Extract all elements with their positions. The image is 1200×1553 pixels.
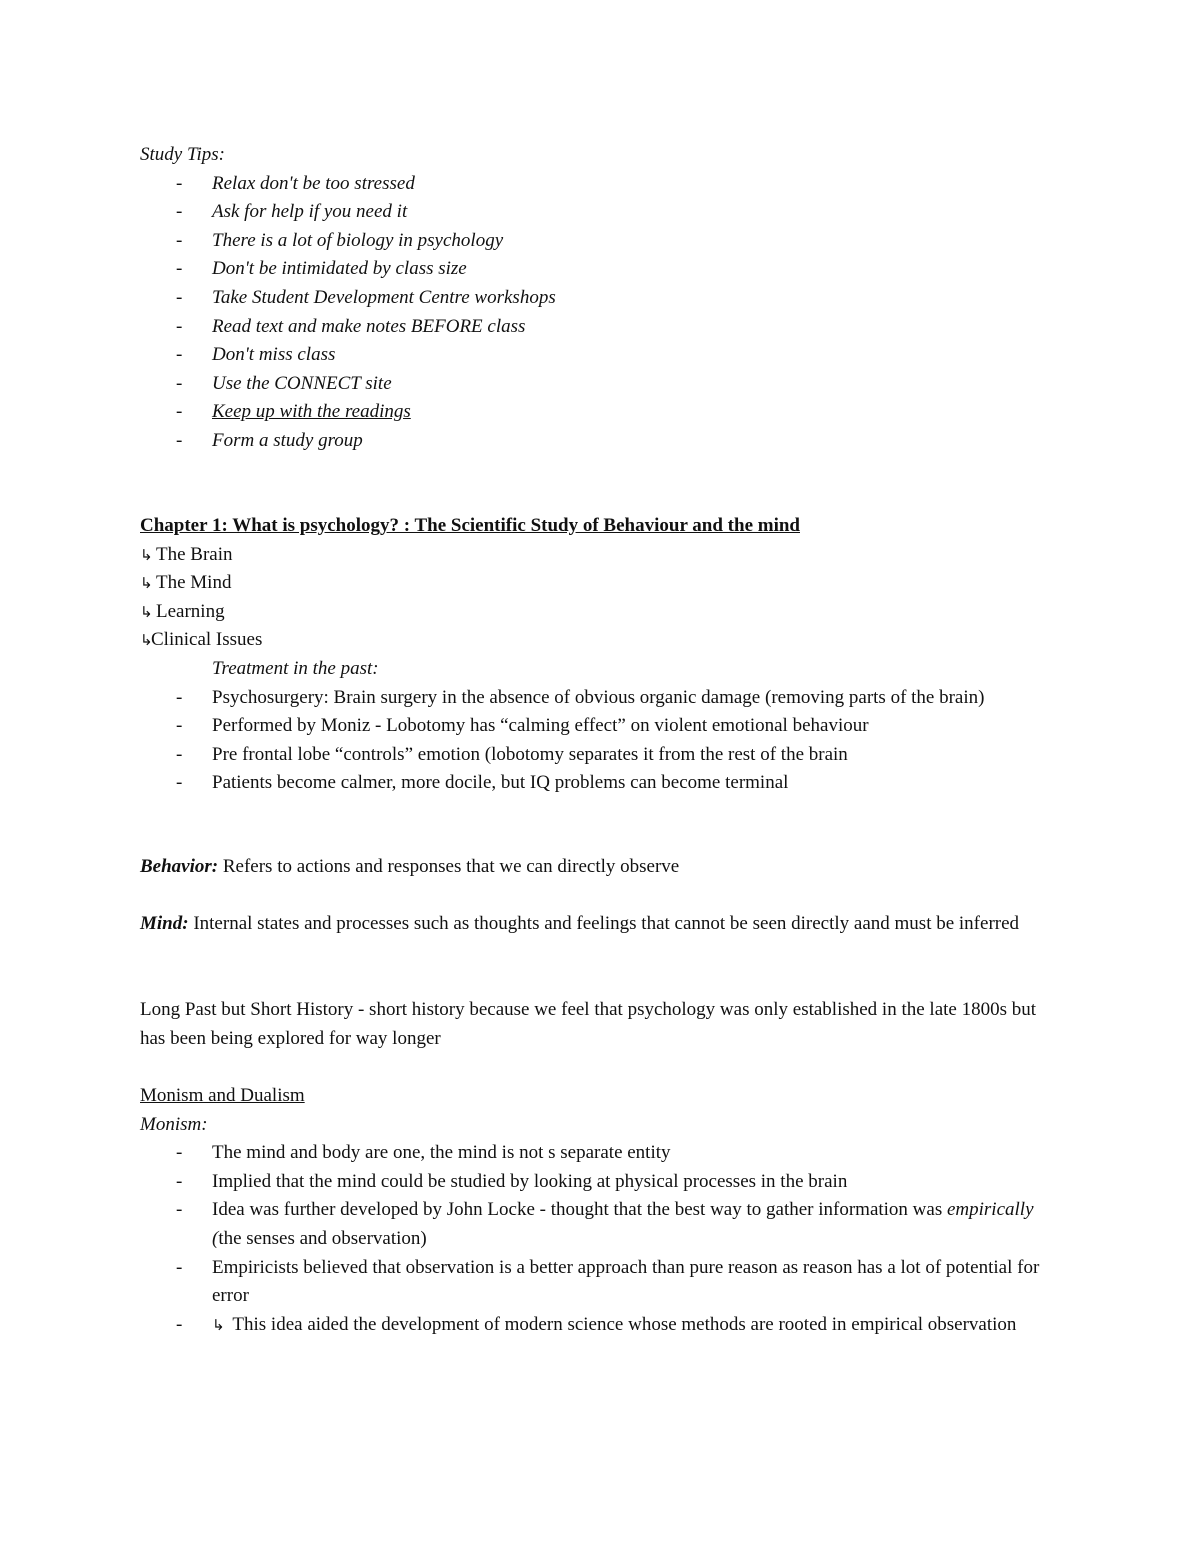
- dash-bullet: -: [176, 1170, 183, 1192]
- dash-bullet: -: [176, 743, 183, 765]
- study-tip-item: - Use the CONNECT site: [140, 370, 1060, 399]
- topic-item-brain: ↳ The Brain: [140, 541, 1060, 570]
- study-tip-item: - Read text and make notes BEFORE class: [140, 313, 1060, 342]
- study-tip-item: - Relax don't be too stressed: [140, 170, 1060, 199]
- topic-item-mind: ↳ The Mind: [140, 569, 1060, 598]
- arrow-icon: ↳: [140, 574, 153, 593]
- monism-item: - ↳ This idea aided the development of modern science whose methods are rooted in empirical observation: [140, 1311, 1060, 1340]
- study-tip-item: - Don't be intimidated by class size: [140, 255, 1060, 284]
- study-tip-item: - There is a lot of biology in psychology: [140, 227, 1060, 256]
- dash-bullet: -: [176, 258, 183, 280]
- mind-definition: [140, 910, 1060, 939]
- monism-list: [140, 1139, 1060, 1339]
- monism-item: - The mind and body are one, the mind is not s separate entity: [140, 1139, 1060, 1168]
- behavior-text: Refers to actions and responses that we can directly observe: [218, 856, 680, 877]
- dash-bullet: -: [176, 344, 183, 366]
- dash-bullet: -: [176, 772, 183, 794]
- chapter-title: Chapter 1: What is psychology? : The Scientific Study of Behaviour and the mind: [140, 515, 800, 536]
- treatment-item: - Pre frontal lobe “controls” emotion (lobotomy separates it from the rest of the brain: [140, 741, 1060, 770]
- dash-bullet: -: [176, 715, 183, 737]
- dash-bullet: -: [176, 315, 183, 337]
- history-text: Long Past but Short History - short history because we feel that psychology was only established in the late 1800s but has been being explored for way longer: [140, 999, 1037, 1049]
- monism-item: - Idea was further developed by John Locke - thought that the best way to gather information was empirically (the senses and observation): [140, 1196, 1060, 1253]
- dash-bullet: -: [176, 229, 183, 251]
- study-tip-item: - Form a study group: [140, 427, 1060, 456]
- dash-bullet: -: [176, 172, 183, 194]
- dash-bullet: -: [176, 372, 183, 394]
- treatment-heading: Treatment in the past:: [212, 657, 379, 679]
- monism-subheading: Monism:: [140, 1113, 208, 1135]
- monism-heading: Monism and Dualism: [140, 1085, 305, 1106]
- study-tip-item: - Take Student Development Centre workshops: [140, 284, 1060, 313]
- history-paragraph: [140, 996, 1060, 1053]
- chapter-section: [140, 512, 1060, 798]
- mind-text: Internal states and processes such as thoughts and feelings that cannot be seen directly aand must be inferred: [188, 913, 1020, 934]
- dash-bullet: -: [176, 1142, 183, 1164]
- dash-bullet: -: [176, 1199, 183, 1221]
- arrow-icon: ↳: [140, 602, 153, 621]
- dash-bullet: -: [176, 686, 183, 708]
- arrow-icon: ↳: [140, 545, 153, 564]
- behavior-definition: [140, 853, 1060, 882]
- topic-item-learning: ↳ Learning: [140, 598, 1060, 627]
- monism-item: - Empiricists believed that observation is a better approach than pure reason as reason has a lot of potential for error: [140, 1254, 1060, 1311]
- study-tips-section: [140, 141, 1060, 456]
- dash-bullet: -: [176, 201, 183, 223]
- dash-bullet: -: [176, 1256, 183, 1278]
- study-tips-list: [140, 170, 1060, 456]
- study-tip-item-underlined: - Keep up with the readings: [140, 398, 1060, 427]
- arrow-icon: ↳: [212, 1315, 225, 1334]
- study-tips-heading: Study Tips:: [140, 144, 225, 165]
- monism-item: - Implied that the mind could be studied by looking at physical processes in the brain: [140, 1168, 1060, 1197]
- dash-bullet: -: [176, 429, 183, 451]
- arrow-icon: ↳: [140, 631, 153, 650]
- topic-item-clinical: ↳Clinical Issues: [140, 626, 1060, 655]
- dash-bullet: -: [176, 401, 183, 423]
- dash-bullet: -: [176, 286, 183, 308]
- treatment-item: - Performed by Moniz - Lobotomy has “calming effect” on violent emotional behaviour: [140, 712, 1060, 741]
- study-tip-item: - Ask for help if you need it: [140, 198, 1060, 227]
- monism-section: [140, 1082, 1060, 1339]
- mind-term: Mind:: [140, 913, 189, 934]
- treatment-list: [140, 684, 1060, 798]
- treatment-item: - Psychosurgery: Brain surgery in the absence of obvious organic damage (removing parts of the brain): [140, 684, 1060, 713]
- dash-bullet: -: [176, 1313, 183, 1335]
- study-tip-item: - Don't miss class: [140, 341, 1060, 370]
- behavior-term: Behavior:: [140, 856, 219, 877]
- treatment-item: - Patients become calmer, more docile, but IQ problems can become terminal: [140, 769, 1060, 798]
